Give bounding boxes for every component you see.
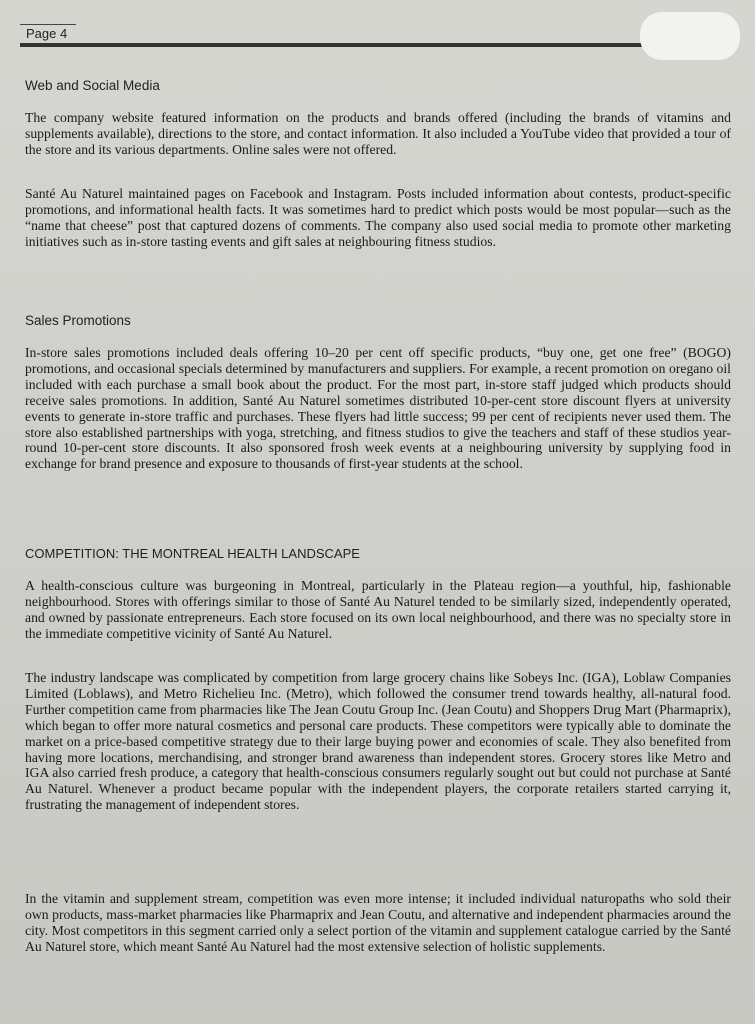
page-number: Page 4 bbox=[26, 26, 68, 41]
section-title-web-social: Web and Social Media bbox=[25, 78, 160, 93]
header-top-rule bbox=[20, 24, 76, 25]
section-title-competition: COMPETITION: THE MONTREAL HEALTH LANDSCAPE bbox=[25, 546, 360, 561]
redaction-blur bbox=[640, 12, 740, 60]
page-header bbox=[20, 22, 720, 44]
paragraph-vitamin-competition: In the vitamin and supplement stream, competition was even more intense; it included individual naturopaths who sold their own products, mass-market pharmacies like Pharmaprix and Jean Coutu, and alternative and independent pharmacies around the city. Most competitors in this segment carried only a select portion of the vitamin and supplement catalogue carried by the Santé Au Naturel store, which meant Santé Au Naturel had the most extensive selection of holistic supplements. bbox=[25, 891, 731, 954]
paragraph-industry-landscape: The industry landscape was complicated by competition from large grocery chains like Sobeys Inc. (IGA), Loblaw Companies Limited (Loblaws), and Metro Richelieu Inc. (Metro), which followed the consumer trend towards healthy, all-natural food. Further competition came from pharmacies like The Jean Coutu Group Inc. (Jean Coutu) and Shoppers Drug Mart (Pharmaprix), which began to offer more natural cosmetics and personal care products. These competitors were typically able to dominate the market on a price-based competitive strategy due to their large buying power and economies of scale. They also benefited from having more locations, merchandising, and stronger brand awareness than independent stores. Grocery stores like Metro and IGA also carried fresh produce, a category that health-conscious consumers regularly sought out but could not purchase at Santé Au Naturel. Whenever a product became popular with the independent players, the corporate retailers started carrying it, frustrating the management of independent stores. bbox=[25, 670, 731, 813]
paragraph-website: The company website featured information on the products and brands offered (including the brands of vitamins and supplements available), directions to the store, and contact information. It also included a YouTube video that provided a tour of the store and its various departments. Online sales were not offered. bbox=[25, 110, 731, 157]
paragraph-health-culture: A health-conscious culture was burgeoning in Montreal, particularly in the Plateau region—a youthful, hip, fashionable neighbourhood. Stores with offerings similar to those of Santé Au Naturel tended to be similarly sized, independently operated, and owned by passionate entrepreneurs. Each store focused on its own local neighbourhood, and there was no specialty store in the immediate competitive vicinity of Santé Au Naturel. bbox=[25, 578, 731, 641]
paragraph-sales-promotions: In-store sales promotions included deals offering 10–20 per cent off specific products, “buy one, get one free” (BOGO) promotions, and occasional specials determined by manufacturers and suppliers. For example, a recent promotion on oregano oil included with each purchase a small book about the product. For the most part, in-store staff judged which products should receive sales promotions. In addition, Santé Au Naturel sometimes distributed 10-per-cent store discount flyers at university events to generate in-store traffic and purchases. These flyers had little success; 99 per cent of recipients never used them. The store also established partnerships with yoga, stretching, and fitness studios to give the teachers and staff of these studios year-round 10-per-cent store discounts. It also sponsored frosh week events at a neighbouring university by supplying food in exchange for brand presence and exposure to thousands of first-year students at the school. bbox=[25, 345, 731, 472]
header-divider bbox=[20, 43, 720, 47]
section-title-sales-promotions: Sales Promotions bbox=[25, 313, 131, 328]
paragraph-social-media: Santé Au Naturel maintained pages on Facebook and Instagram. Posts included information about contests, product-specific promotions, and informational health facts. It was sometimes hard to predict which posts would be most popular—such as the “name that cheese” post that captured dozens of comments. The company also used social media to promote other marketing initiatives such as in-store tasting events and gift sales at neighbouring fitness studios. bbox=[25, 186, 731, 249]
